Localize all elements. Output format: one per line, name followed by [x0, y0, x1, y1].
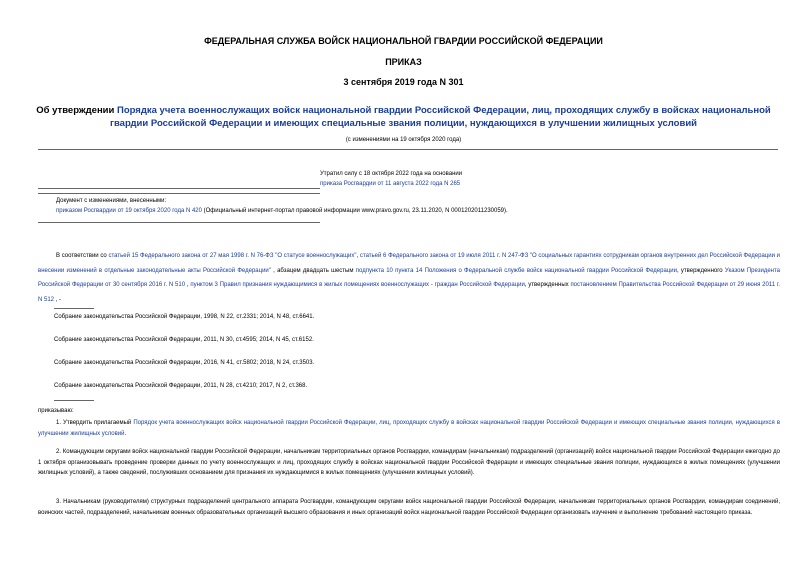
- document-date-number: 3 сентября 2019 года N 301: [343, 77, 464, 87]
- law-link[interactable]: статьей 6 Федерального закона от 19 июля 2011 г. N 247-ФЗ "О социальных гарантиях сотрудникам органов внутренних дел Российской Федерации и внесении изменений в отдельные законодательные акты Российской Федерации": [38, 253, 781, 274]
- issuing-organization: ФЕДЕРАЛЬНАЯ СЛУЖБА ВОЙСК НАЦИОНАЛЬНОЙ ГВАРДИИ РОССИЙСКОЙ ФЕДЕРАЦИИ: [204, 36, 603, 46]
- paragraph-text: 1. Утвердить прилагаемый: [56, 420, 134, 426]
- paragraph-text: .: [124, 430, 127, 437]
- paragraph-2: 2. Командующим округами войск национальной гвардии Российской Федерации, начальникам территориальных органов Росгвардии, командирам (начальникам) подразделений (организаций) войск национальной гвардии Российской Федерации ежегодно до 1 октября организовывать проведение проверки данных по учету военнослужащих и лиц, проходящих службу в войсках национальной гвардии Российской Федерации и имеющих специальные звания полиции, нуждающихся в жилых помещениях (улучшении жилищных условий), а также сведений, послуживших основанием для признания их нуждающимися в жилых помещениях (улучшении жилищных условий).: [38, 449, 780, 476]
- changes-note: (с изменениями на 19 октября 2020 года): [345, 137, 462, 143]
- divider: [38, 188, 320, 189]
- document-type: ПРИКАЗ: [385, 57, 422, 67]
- footnote-divider: [54, 400, 94, 401]
- footnote-divider: [54, 308, 94, 309]
- law-link[interactable]: Указом Президента Российской Федерации от 30 сентября 2016 г. N 510: [38, 267, 781, 288]
- amendments-heading: Документ с изменениями, внесенными:: [56, 198, 167, 204]
- preamble-text: ,: [185, 282, 191, 288]
- document-title: [30, 104, 777, 130]
- law-link[interactable]: постановлением Правительства Российской Федерации от 29 июня 2011 г. N 512: [38, 282, 780, 303]
- law-link[interactable]: пунктом 3 Правил признания нуждающимися в жилых помещениях военнослужащих - граждан Российской Федерации: [190, 282, 525, 288]
- amendments-line: [56, 206, 776, 216]
- paragraph-1: [38, 418, 780, 439]
- divider: [38, 222, 320, 223]
- ordered-word: приказываю:: [38, 408, 74, 414]
- law-link[interactable]: статьей 15 Федерального закона от 27 мая 1998 г. N 76-ФЗ "О статусе военнослужащих": [108, 253, 357, 259]
- preamble-text: , абзацем двадцать шестым: [270, 267, 356, 274]
- title-prefix: Об утверждении: [36, 105, 117, 116]
- amendments-block: [56, 196, 776, 216]
- preamble-text: , утвержденного: [676, 267, 725, 274]
- divider: [38, 193, 320, 194]
- title-link[interactable]: Порядка учета военнослужащих войск национальной гвардии Российской Федерации, лиц, проходящих службу в войсках национальной гвардии Российской Федерации и имеющих специальные звания полиции, нуждающихся в улучшении жилищных условий: [109, 105, 771, 129]
- lost-force-text: Утратил силу с 18 октября 2022 года на основании: [320, 171, 463, 177]
- preamble: [38, 249, 780, 307]
- footnote: Собрание законодательства Российской Федерации, 2011, N 30, ст.4595; 2014, N 45, ст.6152.: [54, 337, 314, 343]
- preamble-text: В соответствии со: [56, 253, 109, 259]
- amendment-source: (Официальный интернет-портал правовой информации www.pravo.gov.ru, 23.11.2020, N 0001202011230059).: [201, 208, 508, 214]
- lost-force-note: [320, 169, 620, 189]
- divider: [38, 149, 320, 150]
- paragraph-3: 3. Начальникам (руководителям) структурных подразделений центрального аппарата Росгвардии, командующим округами войск национальной гвардии Российской Федерации, начальникам территориальных органов Росгвардии, командирам соединений, воинских частей, подразделений, начальникам военных образовательных организаций высшего образования и иных организаций войск национальной гвардии Российской Федерации организовать изучение и выполнение требований настоящего приказа.: [38, 499, 780, 516]
- preamble-text: , -: [54, 296, 62, 303]
- divider: [320, 149, 778, 150]
- preamble-text: ,: [356, 253, 360, 259]
- footnote: Собрание законодательства Российской Федерации, 2016, N 41, ст.5802; 2018, N 24, ст.3503.: [54, 360, 315, 366]
- footnote: Собрание законодательства Российской Федерации, 2011, N 28, ст.4210; 2017, N 2, ст.368.: [54, 383, 308, 389]
- procedure-link[interactable]: Порядок учета военнослужащих войск национальной гвардии Российской Федерации, лиц, проходящих службу в войсках национальной гвардии Российской Федерации и имеющих специальные звания полиции, нуждающихся в улучшении жилищных условий: [38, 420, 781, 437]
- law-link[interactable]: подпункта 10 пункта 14 Положения о Федеральной службе войск национальной гвардии Российской Федерации: [355, 267, 677, 274]
- footnote: Собрание законодательства Российской Федерации, 1998, N 22, ст.2331; 2014, N 48, ст.6641.: [54, 314, 315, 320]
- amendment-link[interactable]: приказом Росгвардии от 19 октября 2020 года N 420: [56, 208, 202, 214]
- preamble-text: , утвержденных: [524, 282, 571, 288]
- lost-force-link[interactable]: приказа Росгвардии от 11 августа 2022 года N 265: [320, 181, 461, 187]
